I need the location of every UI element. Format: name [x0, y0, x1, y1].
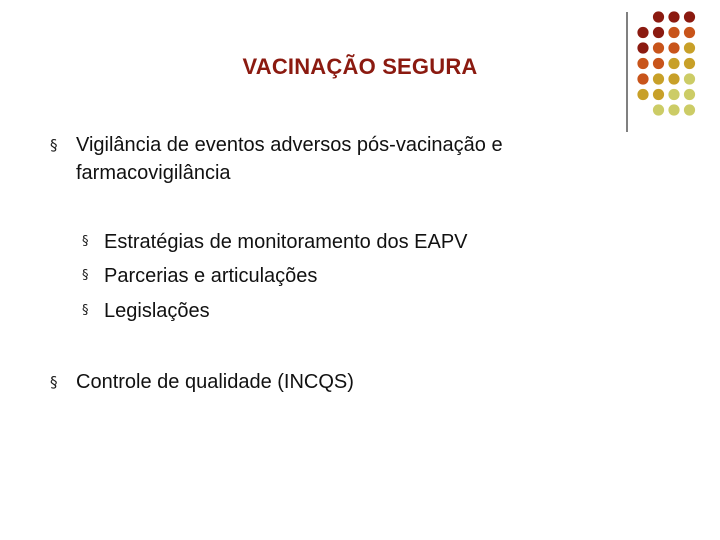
decorative-dot — [637, 42, 648, 53]
bullet-icon: § — [50, 136, 58, 154]
sub-bullet-text-parcerias: Parcerias e articulações — [104, 265, 318, 287]
decorative-dot — [668, 73, 679, 84]
decorative-dot — [668, 42, 679, 53]
bullet-text-controle: Controle de qualidade (INCQS) — [76, 371, 354, 393]
decorative-dot — [653, 58, 664, 69]
decorative-dot — [668, 58, 679, 69]
decorative-dot — [668, 11, 679, 22]
decorative-dot — [653, 104, 664, 115]
bullet-text-vigilancia-line2: farmacovigilância — [76, 162, 231, 184]
decorative-dot — [653, 89, 664, 100]
decorative-dot — [637, 73, 648, 84]
decorative-dot — [684, 89, 695, 100]
decorative-dot — [653, 73, 664, 84]
sub-bullet-icon: § — [82, 268, 89, 283]
slide-title: VACINAÇÃO SEGURA — [242, 54, 478, 79]
decorative-dot — [684, 27, 695, 38]
decorative-dot — [684, 11, 695, 22]
decorative-dot — [653, 27, 664, 38]
decorative-dot — [668, 89, 679, 100]
decorative-dot — [684, 104, 695, 115]
sub-bullet-icon: § — [82, 303, 89, 318]
decorative-dot — [668, 27, 679, 38]
decorative-dot — [684, 58, 695, 69]
dot-grid-decoration — [636, 11, 716, 121]
bullet-text-vigilancia-line1: Vigilância de eventos adversos pós-vacinação e — [76, 134, 503, 156]
bullet-icon: § — [50, 373, 58, 391]
decorative-dot — [653, 11, 664, 22]
vertical-divider — [626, 12, 628, 132]
decorative-dot — [684, 42, 695, 53]
sub-bullet-text-estrategias: Estratégias de monitoramento dos EAPV — [104, 231, 468, 253]
sub-bullet-icon: § — [82, 234, 89, 249]
decorative-dot — [653, 42, 664, 53]
decorative-dot — [668, 104, 679, 115]
decorative-dot — [637, 27, 648, 38]
decorative-dot — [684, 73, 695, 84]
sub-bullet-text-legislacoes: Legislações — [104, 300, 210, 322]
decorative-dot — [637, 89, 648, 100]
decorative-dot — [637, 58, 648, 69]
